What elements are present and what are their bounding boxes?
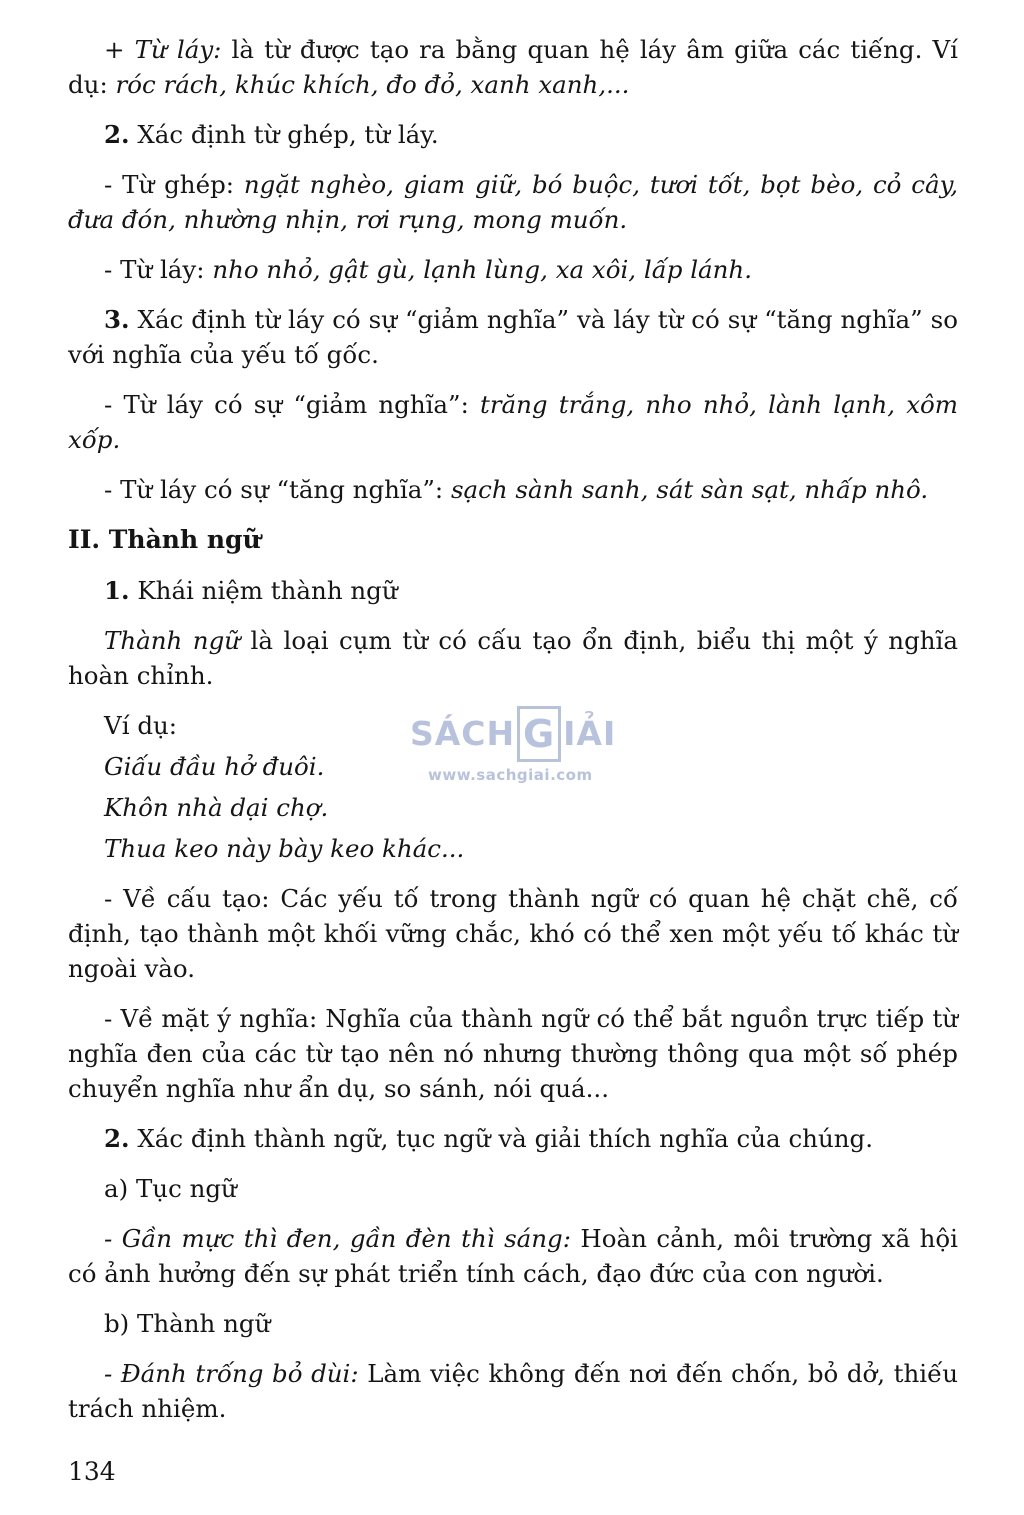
section-2-question-2 bbox=[68, 1121, 958, 1156]
tu-lay-term: + Từ láy: bbox=[104, 35, 222, 64]
question-number: 1. bbox=[104, 576, 130, 605]
answer-words: nho nhỏ, gật gù, lạnh lùng, xa xôi, lấp lánh. bbox=[212, 255, 752, 284]
answer-words: trăng trắng, nho nhỏ, lành lạnh, xôm xốp. bbox=[68, 390, 958, 454]
tuc-ngu-explanation bbox=[68, 1221, 958, 1291]
question-number: 2. bbox=[104, 120, 130, 149]
question-number: 3. bbox=[104, 305, 130, 334]
examples-label: Ví dụ: bbox=[104, 711, 178, 740]
answer-words: ngặt nghèo, giam giữ, bó buộc, tươi tốt, bọt bèo, cỏ cây, đưa đón, nhường nhịn, rơi rụng, mong muốn. bbox=[68, 170, 959, 234]
answer-label: - Từ láy có sự “giảm nghĩa”: bbox=[104, 390, 480, 419]
tang-nghia-answer bbox=[68, 472, 958, 507]
question-text: Xác định từ ghép, từ láy. bbox=[129, 120, 439, 149]
question-text: Khái niệm thành ngữ bbox=[129, 576, 398, 605]
tu-lay-answer bbox=[68, 252, 958, 287]
answer-label: - Từ ghép: bbox=[104, 170, 244, 199]
tu-ghep-answer bbox=[68, 167, 958, 237]
answer-label: - Từ láy có sự “tăng nghĩa”: bbox=[104, 475, 451, 504]
question-3 bbox=[68, 302, 958, 372]
tu-lay-definition bbox=[68, 32, 958, 102]
answer-label: - Từ láy: bbox=[104, 255, 213, 284]
thanh-ngu-definition bbox=[68, 623, 958, 693]
definition-text: là loại cụm từ có cấu tạo ổn định, biểu thị một ý nghĩa hoàn chỉnh. bbox=[68, 626, 958, 690]
watermark-url: www.sachgiai.com bbox=[428, 766, 593, 784]
text-column bbox=[68, 32, 958, 1441]
watermark-text-right: IẢI bbox=[563, 714, 617, 753]
definition-term: Thành ngữ bbox=[104, 626, 241, 655]
idiom-meaning: Làm việc không đến nơi đến chốn, bỏ dở, thiếu trách nhiệm. bbox=[68, 1359, 958, 1423]
page-number: 134 bbox=[68, 1457, 116, 1486]
thanh-ngu-explanation bbox=[68, 1356, 958, 1426]
y-nghia-paragraph: - Về mặt ý nghĩa: Nghĩa của thành ngữ có thể bắt nguồn trực tiếp từ nghĩa đen của các từ tạo nên nó nhưng thường thông qua một số phép chuyển nghĩa như ẩn dụ, so sánh, nói quá... bbox=[68, 1004, 958, 1103]
section-2-question-1 bbox=[68, 573, 958, 608]
tu-lay-examples: róc rách, khúc khích, đo đỏ, xanh xanh,... bbox=[115, 70, 630, 99]
question-2 bbox=[68, 117, 958, 152]
example-item: Giấu đầu hở đuôi. bbox=[104, 752, 325, 781]
answer-words: sạch sành sanh, sát sàn sạt, nhấp nhô. bbox=[450, 475, 929, 504]
question-number: 2. bbox=[104, 1124, 130, 1153]
tuc-ngu-label: a) Tục ngữ bbox=[104, 1174, 237, 1203]
question-text: Xác định thành ngữ, tục ngữ và giải thích nghĩa của chúng. bbox=[129, 1124, 873, 1153]
tu-lay-text: là từ được tạo ra bằng quan hệ láy âm giữa các tiếng. Ví dụ: bbox=[68, 35, 959, 99]
proverb-phrase: - Gần mực thì đen, gần đèn thì sáng: bbox=[104, 1224, 571, 1253]
giam-nghia-answer bbox=[68, 387, 958, 457]
example-item: Thua keo này bày keo khác... bbox=[104, 834, 465, 863]
thanh-ngu-label: b) Thành ngữ bbox=[104, 1309, 271, 1338]
question-text: Xác định từ láy có sự “giảm nghĩa” và láy từ có sự “tăng nghĩa” so với nghĩa của yếu tố gốc. bbox=[68, 305, 958, 369]
watermark-logo-box: G bbox=[517, 706, 561, 762]
example-item: Khôn nhà dại chợ. bbox=[104, 793, 329, 822]
idiom-phrase: - Đánh trống bỏ dùi: bbox=[104, 1359, 359, 1388]
watermark-text-left: SÁCH bbox=[410, 714, 516, 753]
cau-tao-paragraph: - Về cấu tạo: Các yếu tố trong thành ngữ có quan hệ chặt chẽ, cố định, tạo thành một khối vững chắc, khó có thể xen một yếu tố khác từ ngoài vào. bbox=[68, 884, 958, 983]
proverb-meaning: Hoàn cảnh, môi trường xã hội có ảnh hưởng đến sự phát triển tính cách, đạo đức của con người. bbox=[68, 1224, 958, 1288]
section-heading: II. Thành ngữ bbox=[68, 525, 261, 554]
